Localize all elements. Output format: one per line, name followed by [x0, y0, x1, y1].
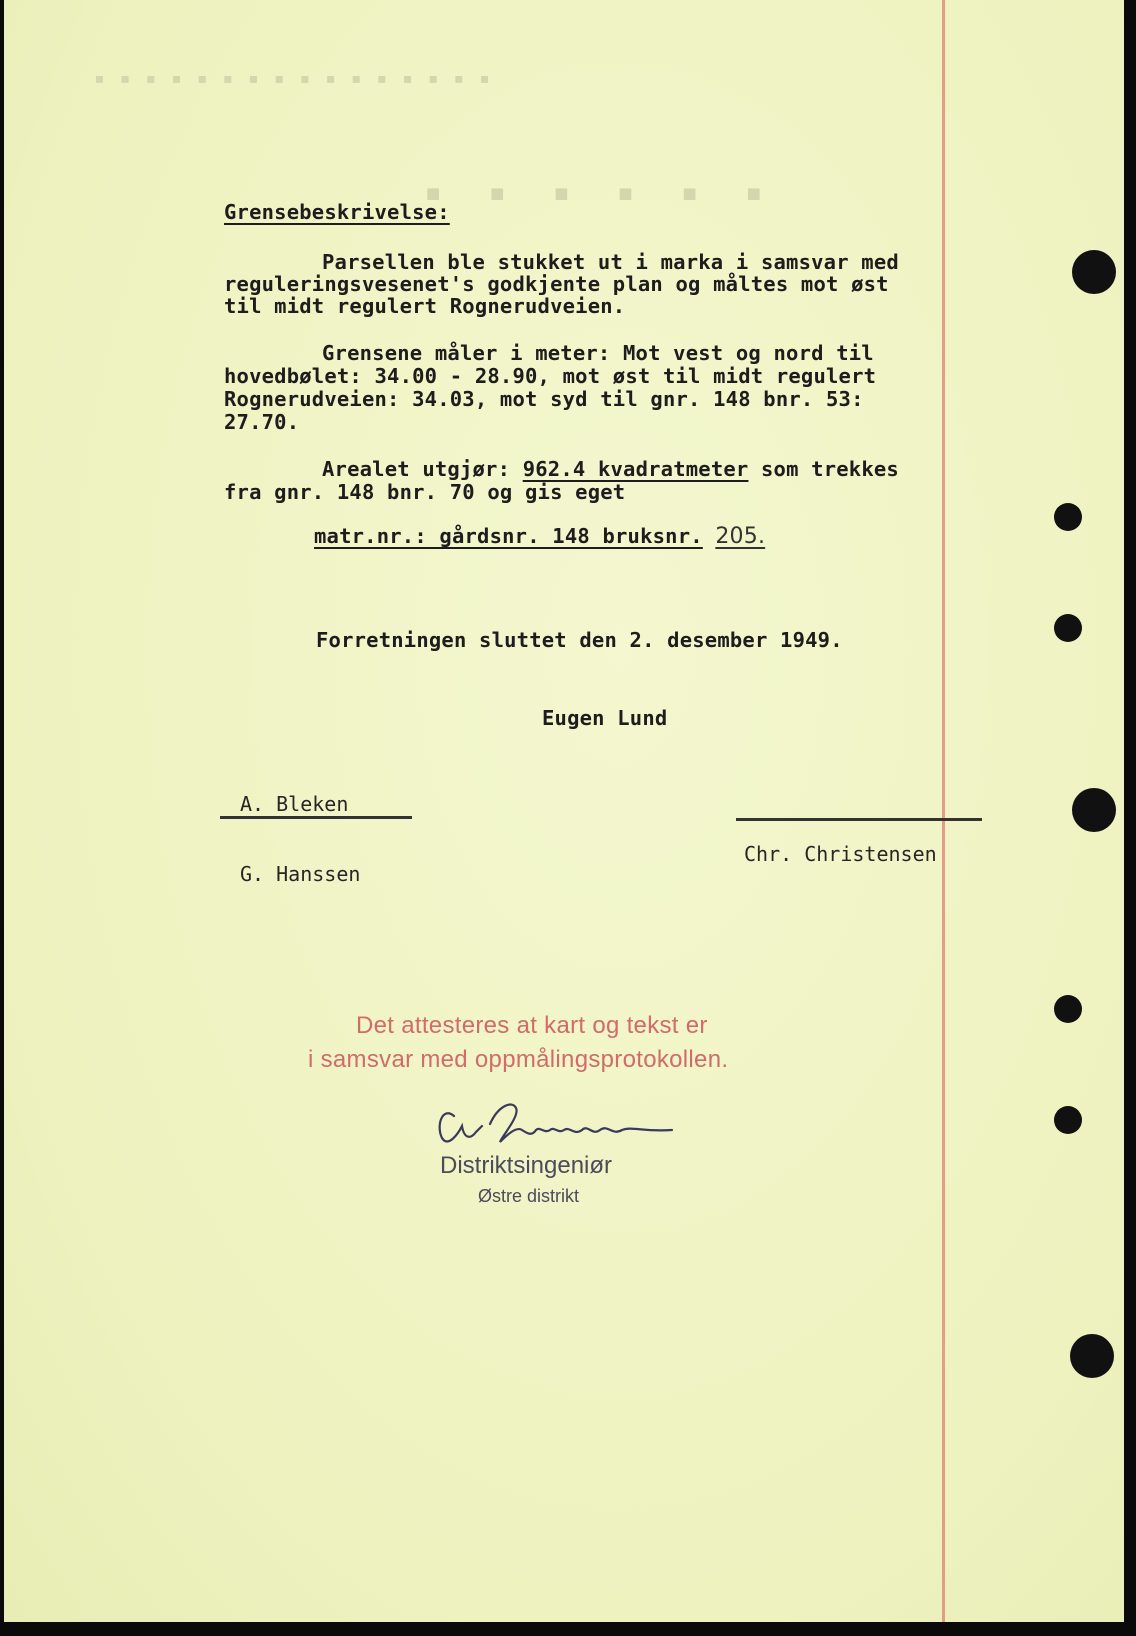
area-value: 962.4 kvadratmeter — [522, 457, 749, 481]
paragraph-line: reguleringsvesenet's godkjente plan og måltes mot øst — [224, 272, 889, 296]
stamp-district: Østre distrikt — [478, 1186, 580, 1206]
signatory-left-top: A. Bleken — [240, 792, 349, 816]
matr-line — [314, 524, 765, 549]
bleed-through-text: ▪ ▪ ▪ ▪ ▪ ▪ ▪ ▪ ▪ ▪ ▪ ▪ ▪ ▪ ▪ ▪ — [94, 68, 492, 89]
area-prefix: Arealet utgjør: — [322, 457, 523, 481]
stamp-title: Distriktsingeniør — [440, 1152, 613, 1179]
area-line: fra gnr. 148 bnr. 70 og gis eget — [224, 480, 626, 504]
paragraph-line: hovedbølet: 34.00 - 28.90, mot øst til midt regulert — [224, 364, 877, 388]
section-heading: Grensebeskrivelse: — [224, 200, 450, 224]
attestation-stamp-line: i samsvar med oppmålingsprotokollen. — [308, 1046, 729, 1073]
matr-number: 205. — [715, 524, 766, 549]
signatory-left-bottom: G. Hanssen — [240, 862, 361, 886]
area-suffix: som trekkes — [748, 457, 899, 481]
handwritten-signature — [432, 1086, 692, 1152]
paragraph-line: Rognerudveien: 34.03, mot syd til gnr. 148 bnr. 53: — [224, 387, 864, 411]
signatory-right: Chr. Christensen — [744, 842, 937, 866]
paragraph-line: til midt regulert Rognerudveien. — [224, 294, 626, 318]
area-line — [322, 457, 899, 481]
paragraph-line: Grensene måler i meter: Mot vest og nord til — [322, 341, 874, 365]
bleed-through-heading: ▪ ▪ ▪ ▪ ▪ ▪ — [424, 175, 777, 210]
punch-hole — [1054, 614, 1082, 642]
signatory-chair: Eugen Lund — [542, 706, 668, 730]
matr-label: matr.nr.: gårdsnr. 148 bruksnr. — [314, 524, 703, 548]
attestation-stamp-line: Det attesteres at kart og tekst er — [356, 1012, 708, 1039]
signature-rule — [220, 816, 412, 819]
red-margin-line — [942, 0, 945, 1622]
punch-hole — [1070, 1334, 1114, 1378]
signature-rule — [736, 818, 982, 821]
punch-hole — [1054, 503, 1082, 531]
punch-hole — [1072, 250, 1116, 294]
document-page — [4, 0, 1124, 1622]
paragraph-line: 27.70. — [224, 410, 300, 434]
punch-hole — [1054, 995, 1082, 1023]
punch-hole — [1054, 1106, 1082, 1134]
punch-hole — [1072, 788, 1116, 832]
closing-line: Forretningen sluttet den 2. desember 1949. — [316, 628, 843, 652]
paragraph-line: Parsellen ble stukket ut i marka i samsvar med — [322, 250, 899, 274]
